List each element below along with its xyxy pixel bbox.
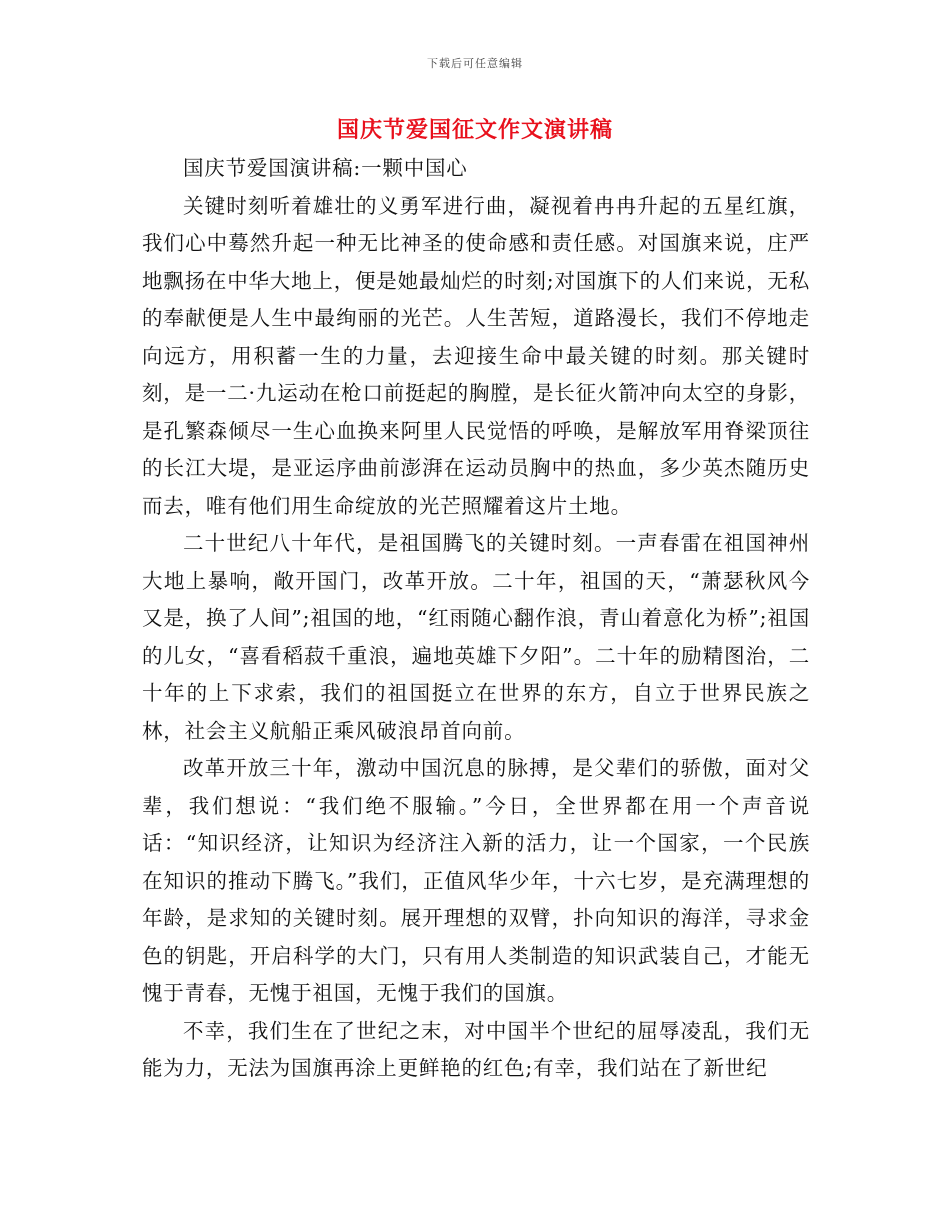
body-paragraph: 不幸，我们生在了世纪之末，对中国半个世纪的屈辱凌乱，我们无能为力，无法为国旗再涂上更鲜艳的红色;有幸，我们站在了新世纪 (142, 1018, 810, 1080)
document-title: 国庆节爱国征文作文演讲稿 (336, 117, 613, 143)
body-paragraph: 改革开放三十年，激动中国沉息的脉搏，是父辈们的骄傲，面对父辈，我们想说：“我们绝不服输。”今日，全世界都在用一个声音说话：“知识经济，让知识为经济注入新的活力，让一个国家，一个民族在知识的推动下腾飞。”我们，正值风华少年，十六七岁，是充满理想的年龄，是求知的关键时刻。展开理想的双臂，扑向知识的海洋，寻求金色的钥匙，开启科学的大门，只有用人类制造的知识武装自己，才能无愧于青春，无愧于祖国，无愧于我们的国旗。 (142, 756, 810, 1005)
header-note: 下载后可任意编辑 (427, 57, 523, 70)
body-paragraph: 二十世纪八十年代，是祖国腾飞的关键时刻。一声春雷在祖国神州大地上暴响，敞开国门，改革开放。二十年，祖国的天，“萧瑟秋风今又是，换了人间”;祖国的地，“红雨随心翻作浪，青山着意化为桥”;祖国的儿女，“喜看稻菽千重浪，遍地英雄下夕阳”。二十年的励精图治，二十年的上下求索，我们的祖国挺立在世界的东方，自立于世界民族之林，社会主义航船正乘风破浪昂首向前。 (142, 531, 810, 743)
document-body (142, 150, 810, 1088)
body-paragraph: 关键时刻听着雄壮的义勇军进行曲，凝视着冉冉升起的五星红旗，我们心中蓦然升起一种无比神圣的使命感和责任感。对国旗来说，庄严地飘扬在中华大地上，便是她最灿烂的时刻;对国旗下的人们来说，无私的奉献便是人生中最绚丽的光芒。人生苦短，道路漫长，我们不停地走向远方，用积蓄一生的力量，去迎接生命中最关键的时刻。那关键时刻，是一二·九运动在枪口前挺起的胸膛，是长征火箭冲向太空的身影，是孔繁森倾尽一生心血换来阿里人民觉悟的呼唤，是解放军用脊梁顶往的长江大堤，是亚运序曲前澎湃在运动员胸中的热血，多少英杰随历史而去，唯有他们用生命绽放的光芒照耀着这片土地。 (142, 193, 811, 518)
subtitle-paragraph: 国庆节爱国演讲稿:一颗中国心 (183, 156, 468, 180)
